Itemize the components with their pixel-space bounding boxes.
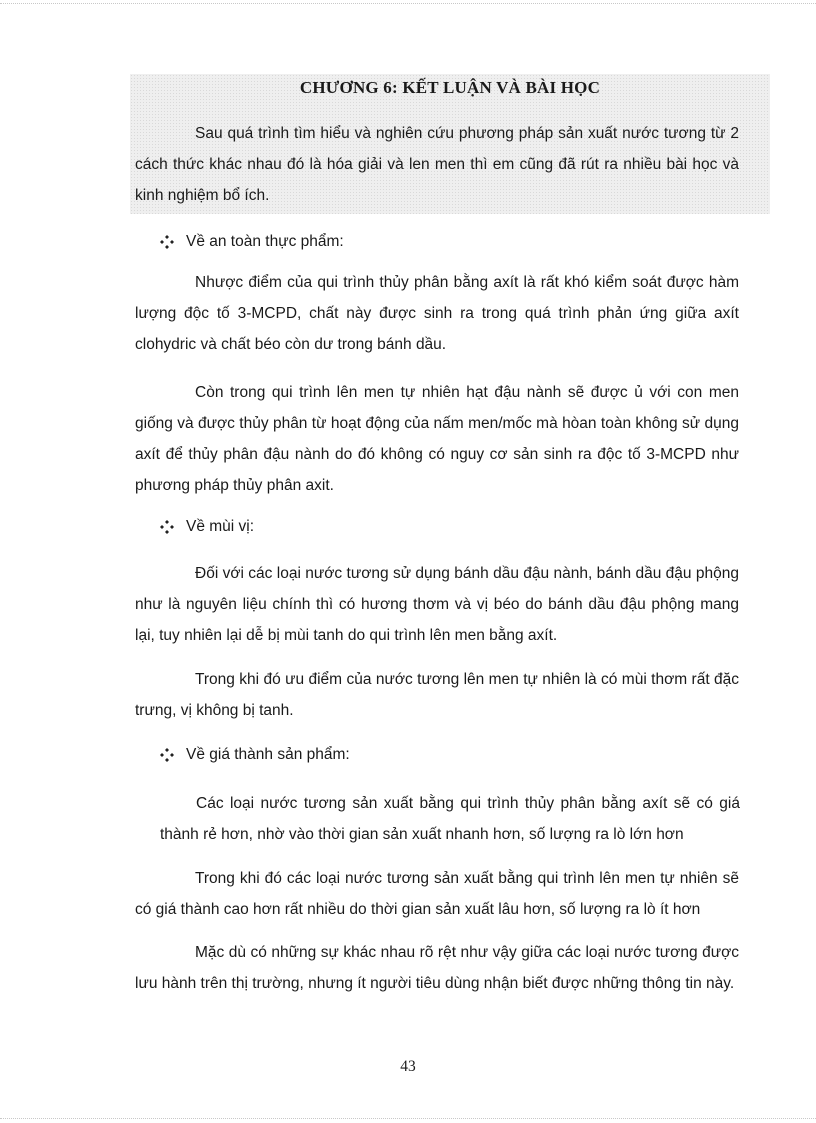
section-heading-label: Về mùi vị: (186, 518, 255, 535)
intro-paragraph: Sau quá trình tìm hiểu và nghiên cứu phương pháp sản xuất nước tương từ 2 cách thức khác nhau đó là hóa giải và len men thì em cũng đã rút ra nhiều bài học và kinh nghiệm bổ ích. (135, 125, 739, 204)
section-heading-food-safety (160, 230, 344, 254)
paragraph: Các loại nước tương sản xuất bằng qui trình thủy phân bằng axít sẽ có giá thành rẻ hơn, nhờ vào thời gian sản xuất nhanh hơn, số lượng ra lò lớn hơn (160, 795, 740, 843)
paragraph: Trong khi đó các loại nước tương sản xuất bằng qui trình lên men tự nhiên sẽ có giá thành cao hơn rất nhiều do thời gian sản xuất lâu hơn, số lượng ra lò ít hơn (135, 870, 739, 918)
four-diamond-bullet-icon (160, 748, 174, 762)
paragraph: Đối với các loại nước tương sử dụng bánh dầu đậu nành, bánh dầu đậu phộng như là nguyên liệu chính thì có hương thơm và vị béo do bánh dầu đậu phộng mang lại, tuy nhiên lại dễ bị mùi tanh do qui trình lên men bằng axít. (135, 565, 739, 644)
chapter-title: CHƯƠNG 6: KẾT LUẬN VÀ BÀI HỌC (299, 78, 601, 97)
four-diamond-bullet-icon (160, 520, 174, 534)
section-heading-taste (160, 515, 254, 539)
paragraph: Còn trong qui trình lên men tự nhiên hạt đậu nành sẽ được ủ với con men giống và được thủy phân từ hoạt động của nấm men/mốc mà hòan toàn không sử dụng axít để thủy phân đậu nành do đó không có nguy cơ sản sinh ra độc tố 3-MCPD như phương pháp thủy phân axit. (135, 384, 739, 494)
section-heading-label: Về an toàn thực phẩm: (186, 233, 344, 250)
section-heading-label: Về giá thành sản phẩm: (186, 746, 350, 763)
four-diamond-bullet-icon (160, 235, 174, 249)
paragraph: Nhược điểm của qui trình thủy phân bằng axít là rất khó kiểm soát được hàm lượng độc tố 3-MCPD, chất này được sinh ra trong quá trình phản ứng giữa axít clohydric và chất béo còn dư trong bánh dầu. (135, 274, 739, 353)
paragraph: Mặc dù có những sự khác nhau rõ rệt như vậy giữa các loại nước tương được lưu hành trên thị trường, nhưng ít người tiêu dùng nhận biết được những thông tin này. (135, 944, 739, 992)
page-number: 43 (400, 1058, 416, 1075)
section-heading-price (160, 743, 350, 767)
paragraph: Trong khi đó ưu điểm của nước tương lên men tự nhiên là có mùi thơm rất đặc trưng, vị không bị tanh. (135, 671, 739, 719)
bottom-page-divider (0, 1118, 816, 1119)
top-page-divider (0, 3, 816, 4)
